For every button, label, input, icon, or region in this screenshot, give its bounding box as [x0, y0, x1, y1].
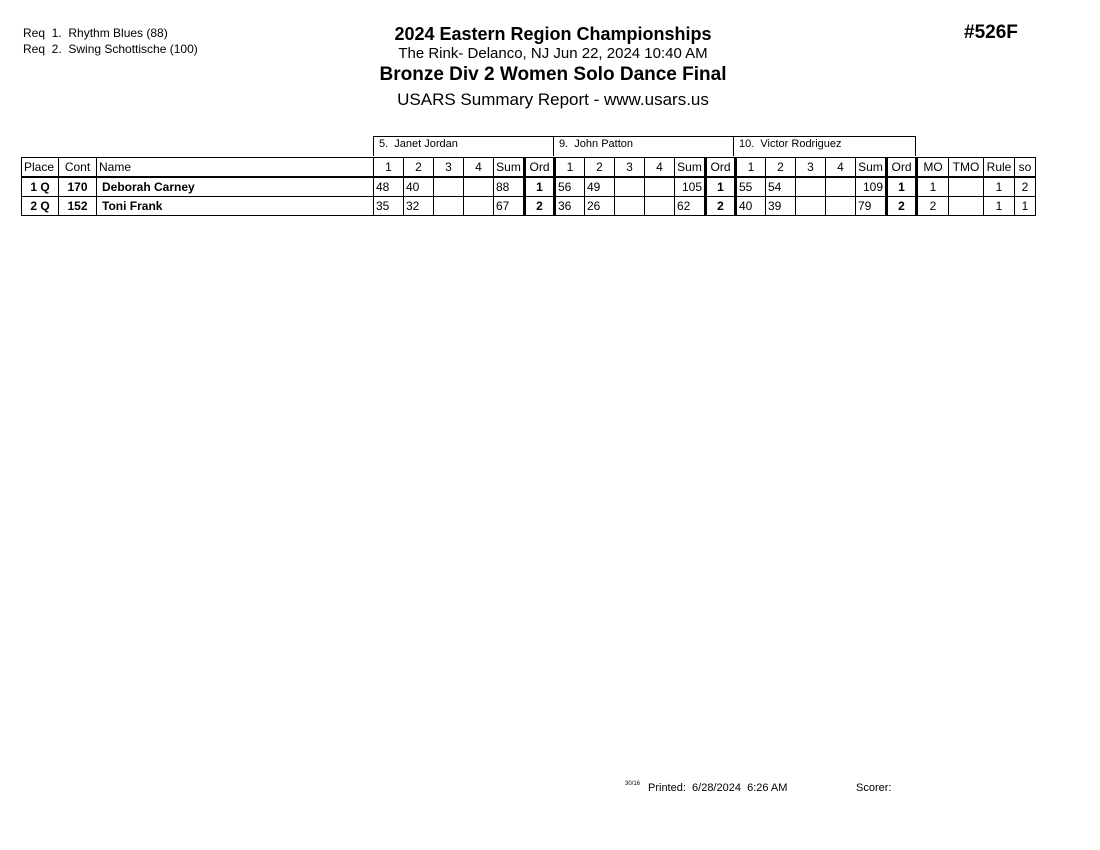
- place-cell: 1 Q: [22, 177, 59, 197]
- score-cell: 40: [404, 177, 434, 197]
- score-cell: 54: [766, 177, 796, 197]
- col-j1-s1: 1: [374, 158, 404, 178]
- score-cell: [645, 197, 675, 216]
- score-cell: 32: [404, 197, 434, 216]
- score-cell: [645, 177, 675, 197]
- col-j2-s1: 1: [555, 158, 585, 178]
- score-cell: [615, 177, 645, 197]
- table-row: [22, 197, 1036, 216]
- col-j3-s4: 4: [826, 158, 856, 178]
- col-j3-s1: 1: [736, 158, 766, 178]
- score-cell: [796, 177, 826, 197]
- col-j1-s2: 2: [404, 158, 434, 178]
- score-cell: [796, 197, 826, 216]
- score-cell: [464, 177, 494, 197]
- col-j1-sum: Sum: [494, 158, 525, 178]
- col-j2-s3: 3: [615, 158, 645, 178]
- tmo-cell: [949, 197, 984, 216]
- score-cell: [826, 177, 856, 197]
- col-cont: Cont: [59, 158, 97, 178]
- sum-cell: 67: [494, 197, 525, 216]
- col-so: so: [1015, 158, 1036, 178]
- score-cell: 56: [555, 177, 585, 197]
- sum-cell: 88: [494, 177, 525, 197]
- col-name: Name: [97, 158, 374, 178]
- ord-cell: 2: [706, 197, 736, 216]
- ord-cell: 1: [887, 177, 917, 197]
- score-cell: 39: [766, 197, 796, 216]
- tmo-cell: [949, 177, 984, 197]
- report-subtitle: USARS Summary Report - www.usars.us: [397, 90, 709, 109]
- sum-cell: 105: [675, 177, 706, 197]
- col-j2-s2: 2: [585, 158, 615, 178]
- venue-line: The Rink- Delanco, NJ Jun 22, 2024 10:40 AM: [398, 45, 708, 62]
- col-j1-ord: Ord: [525, 158, 555, 178]
- mo-cell: 1: [917, 177, 949, 197]
- event-name: Bronze Div 2 Women Solo Dance Final: [379, 64, 727, 85]
- score-cell: 35: [374, 197, 404, 216]
- ord-cell: 1: [525, 177, 555, 197]
- judge-header-2: 9. John Patton: [553, 136, 734, 156]
- scorer-label: Scorer:: [856, 782, 892, 794]
- col-j3-s2: 2: [766, 158, 796, 178]
- table-row: [22, 177, 1036, 197]
- col-j1-s4: 4: [464, 158, 494, 178]
- rule-cell: 1: [984, 177, 1015, 197]
- judge-header-1: 5. Janet Jordan: [373, 136, 554, 156]
- score-cell: 48: [374, 177, 404, 197]
- cont-cell: 152: [59, 197, 97, 216]
- score-cell: 40: [736, 197, 766, 216]
- score-cell: [434, 197, 464, 216]
- footer-code: 30/16: [625, 781, 641, 787]
- skater-name: Deborah Carney: [97, 177, 374, 197]
- score-cell: [826, 197, 856, 216]
- rule-cell: 1: [984, 197, 1015, 216]
- printed-timestamp: Printed: 6/28/2024 6:26 AM: [648, 782, 788, 794]
- score-cell: [615, 197, 645, 216]
- col-j2-ord: Ord: [706, 158, 736, 178]
- skater-name: Toni Frank: [97, 197, 374, 216]
- col-j3-ord: Ord: [887, 158, 917, 178]
- score-cell: [434, 177, 464, 197]
- cont-cell: 170: [59, 177, 97, 197]
- place-cell: 2 Q: [22, 197, 59, 216]
- requirement-2: Req 2. Swing Schottische (100): [23, 42, 198, 56]
- score-cell: [464, 197, 494, 216]
- col-j3-s3: 3: [796, 158, 826, 178]
- score-cell: 55: [736, 177, 766, 197]
- col-place: Place: [22, 158, 59, 178]
- mo-cell: 2: [917, 197, 949, 216]
- col-j1-s3: 3: [434, 158, 464, 178]
- ord-cell: 1: [706, 177, 736, 197]
- judge-header-3: 10. Victor Rodriguez: [733, 136, 916, 156]
- col-tmo: TMO: [949, 158, 984, 178]
- col-j2-sum: Sum: [675, 158, 706, 178]
- col-j2-s4: 4: [645, 158, 675, 178]
- col-mo: MO: [917, 158, 949, 178]
- ord-cell: 2: [525, 197, 555, 216]
- ord-cell: 2: [887, 197, 917, 216]
- score-cell: 26: [585, 197, 615, 216]
- requirement-1: Req 1. Rhythm Blues (88): [23, 26, 168, 40]
- col-j3-sum: Sum: [856, 158, 887, 178]
- score-cell: 49: [585, 177, 615, 197]
- results-table: [21, 157, 1036, 216]
- report-title: 2024 Eastern Region Championships: [394, 24, 712, 44]
- sum-cell: 109: [856, 177, 887, 197]
- score-cell: 36: [555, 197, 585, 216]
- so-cell: 2: [1015, 177, 1036, 197]
- sum-cell: 79: [856, 197, 887, 216]
- col-rule: Rule: [984, 158, 1015, 178]
- event-number: #526F: [964, 22, 1018, 43]
- sum-cell: 62: [675, 197, 706, 216]
- so-cell: 1: [1015, 197, 1036, 216]
- table-header-row: [22, 158, 1036, 178]
